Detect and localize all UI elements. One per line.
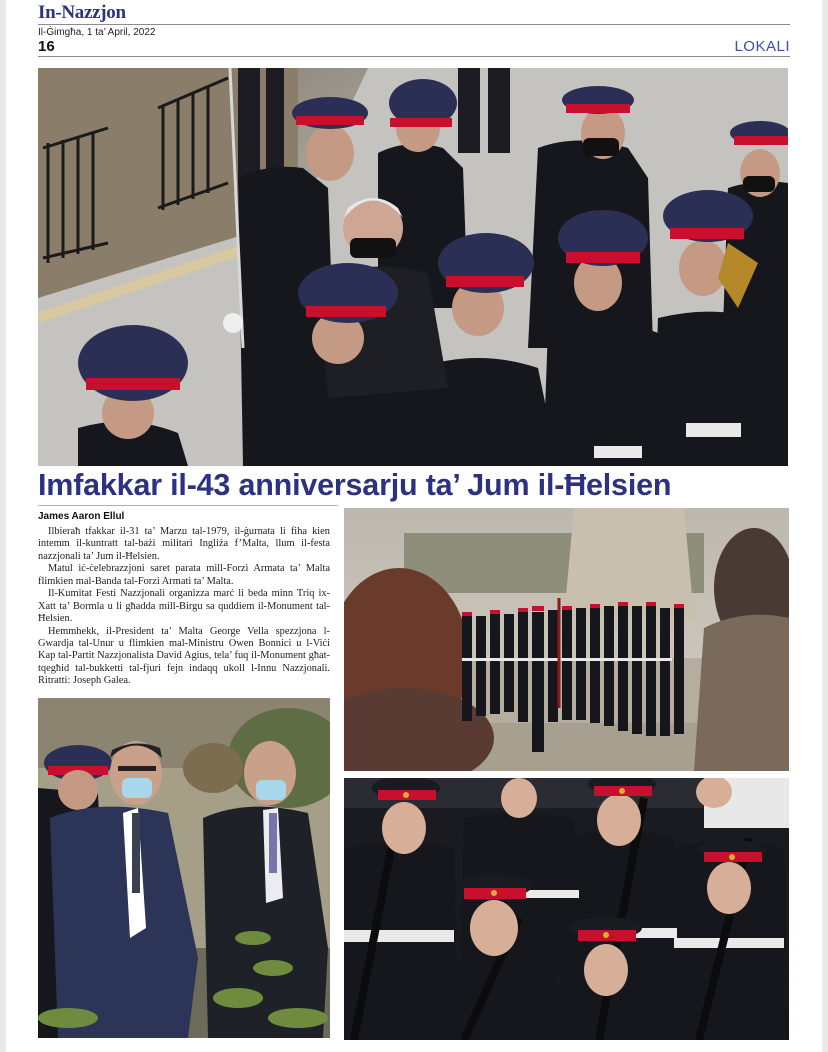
article-paragraph: Il-Kumitat Festi Nazzjonali organizza marċ li beda minn Triq ix-Xatt ta’ Bormla u li għadda mill-Birgu sa quddiem il-Monument tal-Ħelsien. [38,588,330,625]
article-paragraph: Ilbieraħ tfakkar il-31 ta’ Marzu tal-1979, il-ġurnata li fiha kien intemm il-kuntratt tal-bażi militari Ingliża f’Malta, llum il-festa nazzjonali ta’ Jum il-Ħelsien. [38,526,330,562]
issue-date: Il-Ġimgħa, 1 ta’ April, 2022 [38,27,156,38]
headline: Imfakkar il-43 anniversarju ta’ Jum il-Ħelsien [38,468,672,502]
female-soldiers-photo [344,778,789,1040]
page-number: 16 [38,38,55,55]
section-label: LOKALI [734,38,790,55]
parade-formation-photo [344,508,789,771]
headline-divider [38,505,338,506]
article-paragraph: Hemmhekk, il-President ta’ Malta George Vella spezzjona l-Gwardja tal-Unur u flimkien mal-Ministru Owen Bonnici u l-Viċi Kap tal-Partit Nazzjonalista David Agius, tela’ fuq il-Monument għat-tqegħid tal-bukketti tal-fjuri fejn indaqq ukoll l-Innu Nazzjonali. Ritratti: Joseph Galea. [38,625,330,687]
main-photo-inspection [38,68,788,466]
masthead-divider [38,24,790,25]
article-paragraph: Matul iċ-ċelebrazzjoni saret parata mill-Forzi Armata ta’ Malta flimkien mal-Banda tal-Forzi Armati ta’ Malta. [38,563,330,587]
masthead-title: In-Nazzjon [38,2,126,23]
newspaper-page [6,0,822,1052]
officials-walking-photo [38,698,330,1038]
byline: James Aaron Ellul [38,511,125,522]
masthead-divider [38,56,790,57]
article-body [38,526,330,688]
